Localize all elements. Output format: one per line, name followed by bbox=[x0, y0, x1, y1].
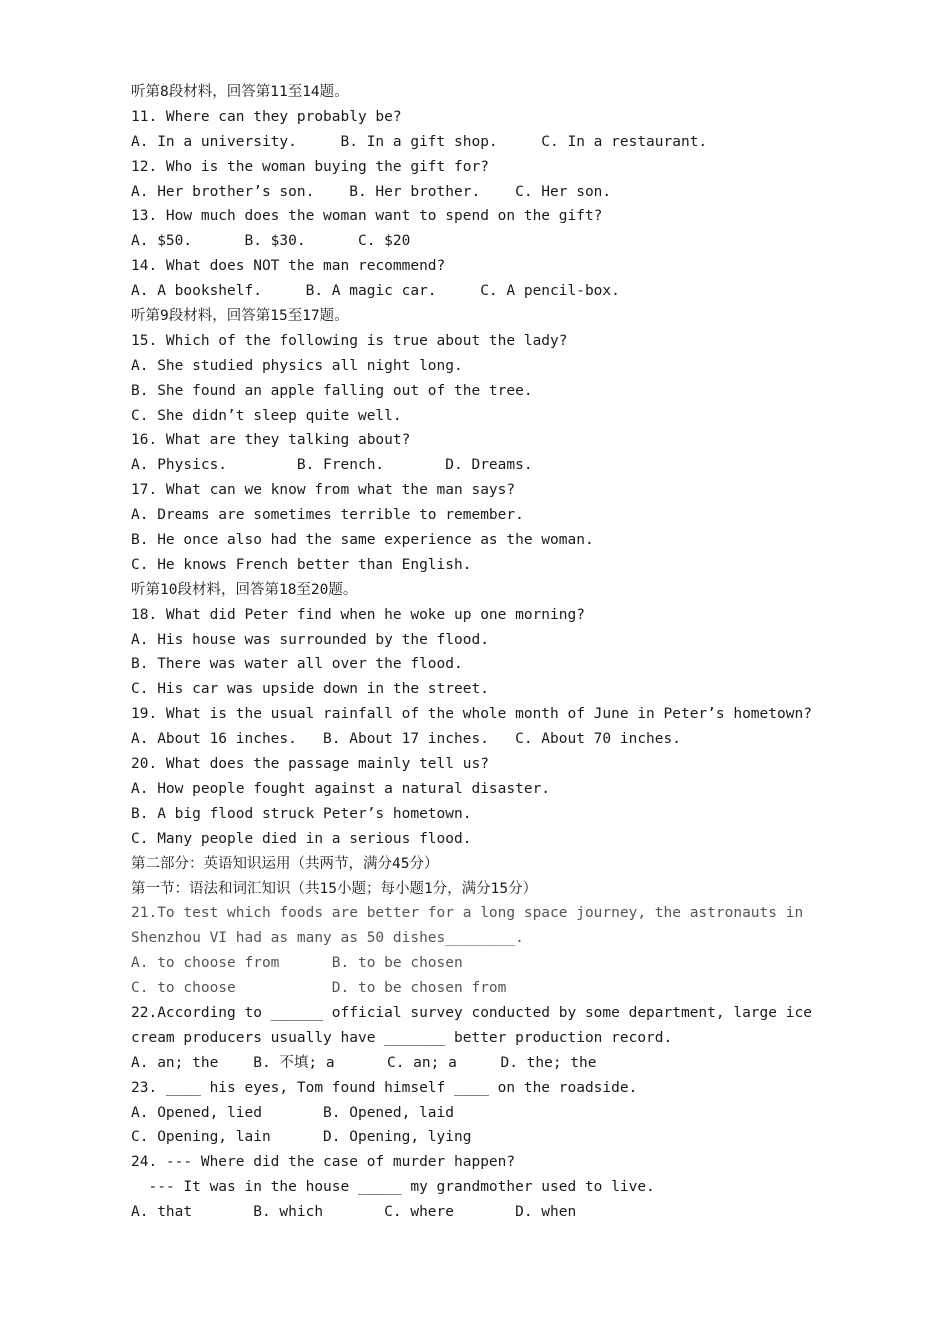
options-23-row-2: C. Opening, lain D. Opening, lying bbox=[131, 1129, 472, 1146]
options-21-row-2: C. to choose D. to be chosen from bbox=[131, 980, 507, 997]
question-16: 16. What are they talking about? bbox=[131, 432, 411, 449]
options-12: A. Her brother’s son. B. Her brother. C. Her son. bbox=[131, 183, 612, 200]
section-heading-10: 听第10段材料，回答第18至20题。 bbox=[131, 581, 358, 598]
options-24: A. that B. which C. where D. when bbox=[131, 1204, 577, 1221]
question-18: 18. What did Peter find when he woke up one morning? bbox=[131, 606, 585, 623]
option-17a: A. Dreams are sometimes terrible to remember. bbox=[131, 507, 524, 524]
section-heading-9: 听第9段材料，回答第15至17题。 bbox=[131, 308, 349, 325]
options-22: A. an; the B. 不填; a C. an; a D. the; the bbox=[131, 1054, 597, 1071]
question-11: 11. Where can they probably be? bbox=[131, 108, 402, 125]
question-24-line-2: --- It was in the house _____ my grandmother used to live. bbox=[131, 1179, 655, 1196]
options-13: A. $50. B. $30. C. $20 bbox=[131, 233, 411, 250]
options-19: A. About 16 inches. B. About 17 inches. C. About 70 inches. bbox=[131, 731, 681, 748]
question-14: 14. What does NOT the man recommend? bbox=[131, 258, 446, 275]
option-15b: B. She found an apple falling out of the tree. bbox=[131, 382, 533, 399]
question-17: 17. What can we know from what the man says? bbox=[131, 482, 516, 499]
question-12: 12. Who is the woman buying the gift for? bbox=[131, 158, 489, 175]
section-heading-8: 听第8段材料，回答第11至14题。 bbox=[131, 84, 349, 100]
question-20: 20. What does the passage mainly tell us? bbox=[131, 756, 489, 773]
option-20a: A. How people fought against a natural disaster. bbox=[131, 780, 551, 797]
question-19: 19. What is the usual rainfall of the whole month of June in Peter’s hometown? bbox=[131, 706, 812, 723]
option-18a: A. His house was surrounded by the flood. bbox=[131, 631, 489, 648]
question-22-line-2: cream producers usually have _______ better production record. bbox=[131, 1029, 673, 1046]
option-18c: C. His car was upside down in the street. bbox=[131, 681, 489, 698]
options-21-row-1: A. to choose from B. to be chosen bbox=[131, 955, 463, 972]
options-23-row-1: A. Opened, lied B. Opened, laid bbox=[131, 1104, 455, 1121]
question-15: 15. Which of the following is true about the lady? bbox=[131, 332, 568, 349]
option-15c: C. She didn’t sleep quite well. bbox=[131, 407, 402, 424]
question-21-line-2: Shenzhou VI had as many as 50 dishes________. bbox=[131, 930, 524, 947]
exam-page bbox=[131, 80, 831, 1225]
question-23: 23. ____ his eyes, Tom found himself ____ on the roadside. bbox=[131, 1079, 638, 1096]
option-20b: B. A big flood struck Peter’s hometown. bbox=[131, 805, 472, 822]
option-18b: B. There was water all over the flood. bbox=[131, 656, 463, 673]
option-15a: A. She studied physics all night long. bbox=[131, 357, 463, 374]
question-13: 13. How much does the woman want to spend on the gift? bbox=[131, 208, 603, 225]
part-two-section-one-heading: 第一节：语法和词汇知识（共15小题；每小题1分，满分15分） bbox=[131, 880, 538, 897]
option-17b: B. He once also had the same experience as the woman. bbox=[131, 532, 594, 549]
question-21-line-1: 21.To test which foods are better for a long space journey, the astronauts in bbox=[131, 905, 804, 922]
option-17c: C. He knows French better than English. bbox=[131, 556, 472, 573]
question-24-line-1: 24. --- Where did the case of murder happen? bbox=[131, 1154, 516, 1171]
part-two-heading: 第二部分：英语知识运用（共两节，满分45分） bbox=[131, 855, 439, 872]
option-20c: C. Many people died in a serious flood. bbox=[131, 830, 472, 847]
options-11: A. In a university. B. In a gift shop. C. In a restaurant. bbox=[131, 133, 708, 150]
options-16: A. Physics. B. French. D. Dreams. bbox=[131, 457, 533, 474]
options-14: A. A bookshelf. B. A magic car. C. A pencil-box. bbox=[131, 283, 620, 300]
question-22-line-1: 22.According to ______ official survey conducted by some department, large ice bbox=[131, 1004, 812, 1021]
